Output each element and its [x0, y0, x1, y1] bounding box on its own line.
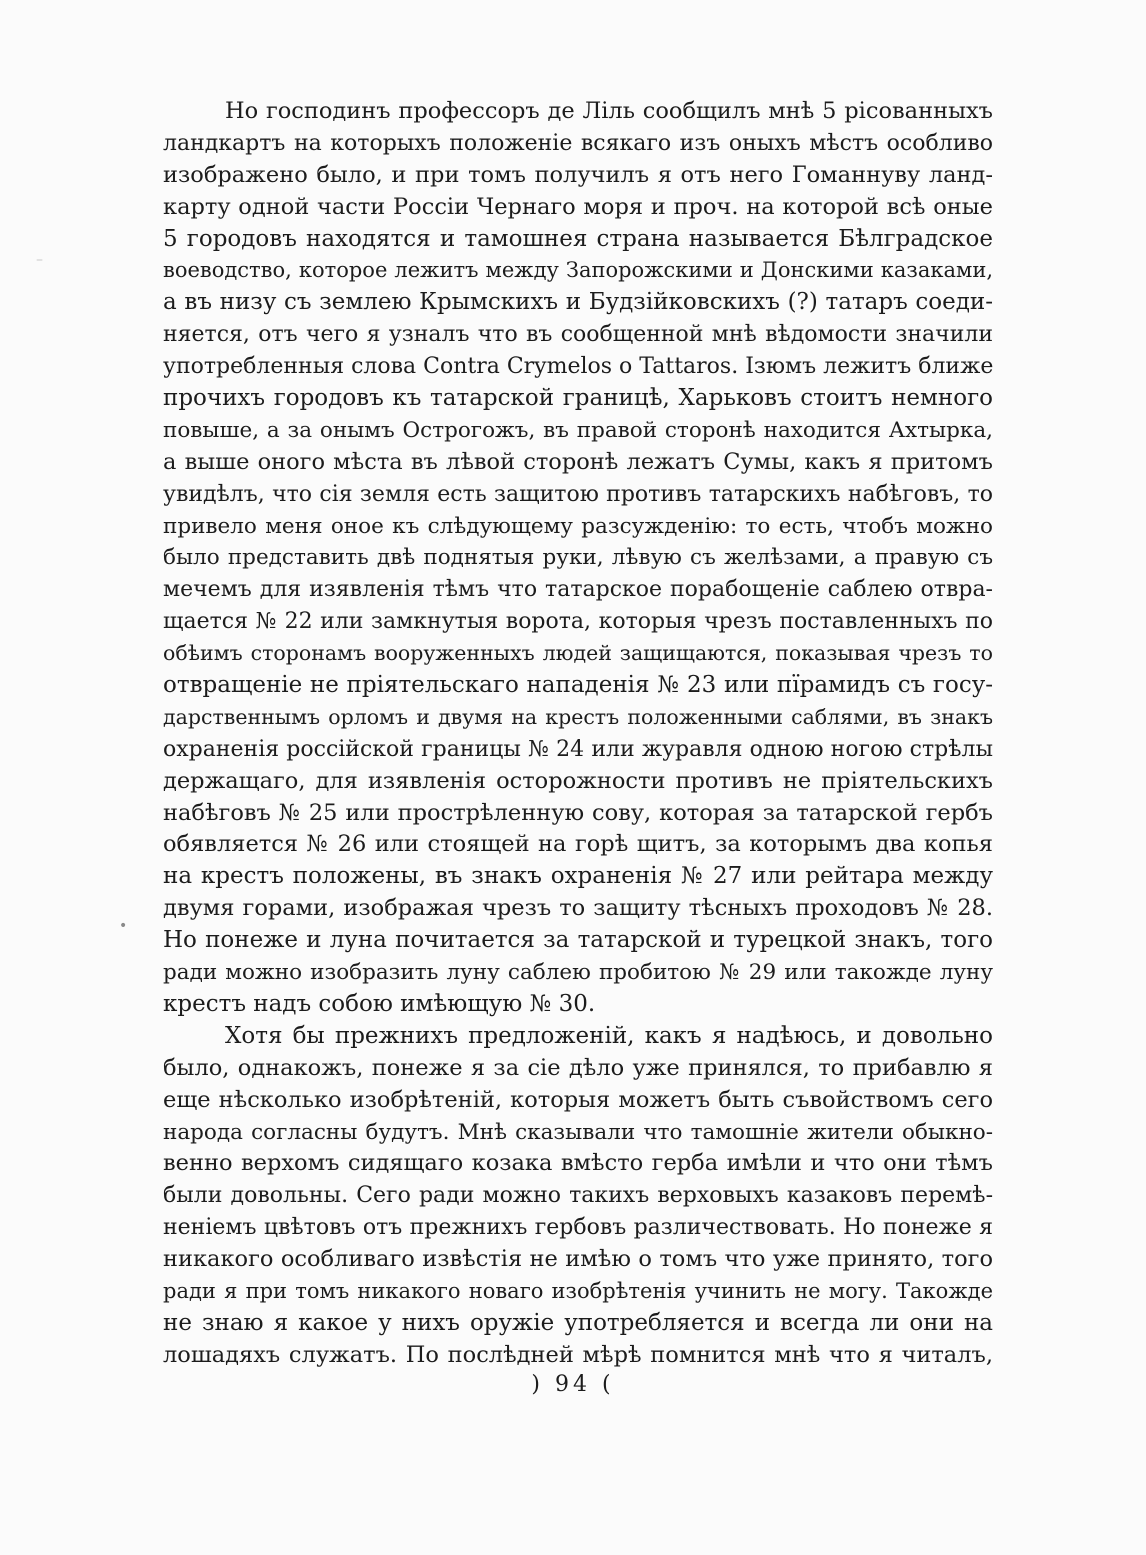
text-line: ландкартъ на которыхъ положеніе всякаго изъ оныхъ мѣстъ особливо	[163, 130, 993, 156]
text-line: ради я при томъ никакого новаго изобрѣтенія учинить не могу. Такожде	[163, 1278, 993, 1303]
text-line: на крестъ положены, въ знакъ охраненія № 27 или рейтара между	[163, 863, 993, 890]
text-line: двумя горами, изображая чрезъ то защиту тѣсныхъ проходовъ № 28.	[163, 895, 993, 922]
margin-speck: •	[119, 918, 128, 934]
text-line: а выше оного мѣста въ лѣвой сторонѣ лежатъ Сумы, какъ я притомъ	[163, 448, 993, 475]
text-line: отвращеніе не пріятельскаго нападенія № 23 или пїрамидъ съ госу-	[163, 672, 993, 699]
text-line: не знаю я какое у нихъ оружіе употребляется и всегда ли они на	[163, 1309, 993, 1336]
margin-speck: –	[36, 252, 43, 268]
text-line: неніемъ цвѣтовъ отъ прежнихъ гербовъ различествовать. Но понеже я	[163, 1215, 993, 1241]
text-line: мечемъ для изявленія тѣмъ что татарское порабощеніе саблею отвра-	[163, 577, 993, 603]
text-line: было представить двѣ поднятыя руки, лѣвую съ желѣзами, а правую съ	[163, 545, 993, 571]
text-line: держащаго, для изявленія осторожности противъ не пріятельскихъ	[163, 767, 993, 794]
text-line: еще нѣсколько изобрѣтеній, которыя можетъ быть съвойствомъ сего	[163, 1086, 993, 1113]
text-line: никакого особливаго извѣстія не имѣю о томъ что уже принято, того	[163, 1246, 993, 1273]
text-line: ради можно изобразить луну саблею пробитою № 29 или такожде луну	[163, 960, 993, 986]
text-line: няется, отъ чего я узналъ что въ сообщенной мнѣ вѣдомости значили	[163, 322, 993, 348]
text-line: лошадяхъ служатъ. По послѣдней мѣрѣ помнится мнѣ что я читалъ,	[163, 1341, 993, 1368]
text-line: Но понеже и луна почитается за татарской и турецкой знакъ, того	[163, 927, 993, 954]
text-line: употребленныя слова Contra Crymelos о Tattaros. Ізюмъ лежитъ ближе	[163, 354, 993, 380]
text-line: изображено было, и при томъ получилъ я отъ него Гоманнуву ланд-	[163, 161, 993, 188]
text-line: набѣговъ № 25 или прострѣленную сову, которая за татарской гербъ	[163, 799, 993, 826]
paragraph-1	[163, 96, 993, 1021]
text-line: карту одной части Россіи Чернаго моря и проч. на которой всѣ оные	[163, 193, 993, 220]
body-text	[163, 96, 993, 1372]
text-line: 5 городовъ находятся и тамошнея страна называется Бѣлградское	[163, 225, 993, 252]
text-line: крестъ надъ собою имѣющую № 30.	[163, 990, 596, 1017]
text-line: обявляется № 26 или стоящей на горѣ щитъ, за которымъ два копья	[163, 831, 993, 858]
text-line: привело меня оное къ слѣдующему разсужденію: то есть, чтобъ можно	[163, 513, 993, 539]
text-line: Хотя бы прежнихъ предложеній, какъ я надѣюсь, и довольно	[225, 1022, 993, 1049]
text-line: увидѣлъ, что сія земля есть защитою противъ татарскихъ набѣговъ, то	[163, 481, 993, 507]
text-line: были довольны. Сего ради можно такихъ верховыхъ казаковъ перемѣ-	[163, 1183, 993, 1209]
text-line: прочихъ городовъ къ татарской границѣ, Харьковъ стоитъ немного	[163, 385, 993, 412]
text-line: народа согласны будутъ. Мнѣ сказывали что тамошніе жители обыкно-	[163, 1119, 993, 1145]
text-line: щается № 22 или замкнутыя ворота, которыя чрезъ поставленныхъ по	[163, 609, 993, 635]
text-line: Но господинъ профессоръ де Ліль сообщилъ мнѣ 5 рісованныхъ	[225, 98, 993, 124]
page-number: ) 94 (	[531, 1372, 615, 1397]
text-line: а въ низу съ землею Крымскихъ и Будзійковскихъ (?) татаръ соеди-	[163, 289, 993, 316]
text-line: было, однакожъ, понеже я за сіе дѣло уже принялся, то прибавлю я	[163, 1054, 993, 1081]
text-line: дарственнымъ орломъ и двумя на крестъ положенными саблями, въ знакъ	[163, 704, 993, 729]
text-line: венно верхомъ сидящаго козака вмѣсто герба имѣли и что они тѣмъ	[163, 1150, 993, 1177]
text-line: обѣимъ сторонамъ вооруженныхъ людей защищаются, показывая чрезъ то	[163, 641, 993, 666]
text-line: воеводство, которое лежитъ между Запорожскими и Донскими казаками,	[163, 258, 993, 283]
text-line: повыше, а за онымъ Острогожъ, въ правой сторонѣ находится Ахтырка,	[163, 417, 993, 443]
text-line: охраненія россійской границы № 24 или журавля одною ногою стрѣлы	[163, 736, 993, 762]
paragraph-2	[163, 1021, 993, 1372]
